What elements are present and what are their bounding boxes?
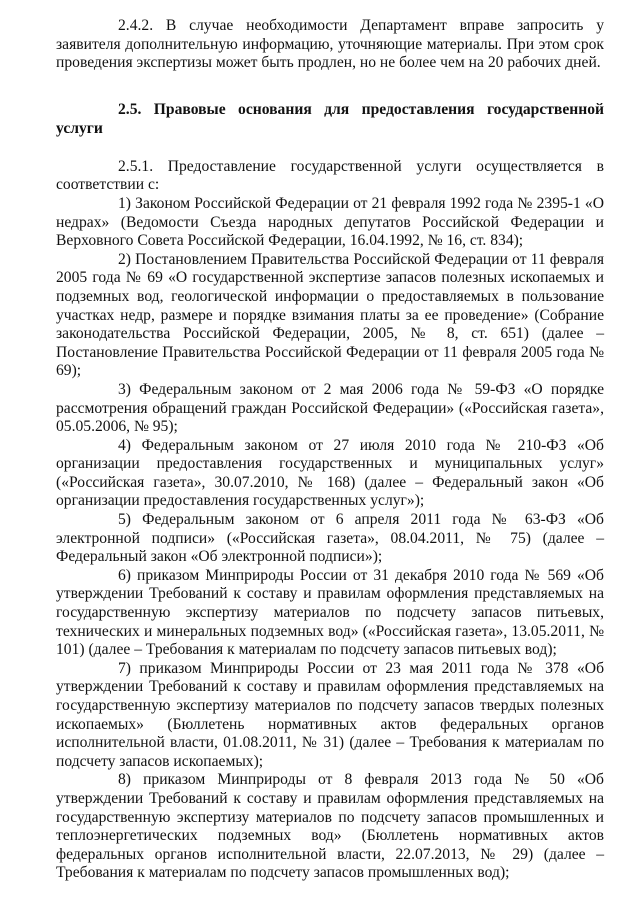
- section-heading-2-5: 2.5. Правовые основания для предоставления государственной услуги: [56, 100, 604, 137]
- list-item: 7) приказом Минприроды России от 23 мая 2011 года № 378 «Об утверждении Требований к составу и правилам оформления представляемых на государственную экспертизу материалов по подсчету запасов твердых полезных ископаемых» (Бюллетень нормативных актов федеральных органов исполнительной власти, 01.08.2011, № 31) (далее – Требования к материалам по подсчету запасов ископаемых);: [56, 659, 604, 770]
- list-item: 6) приказом Минприроды России от 31 декабря 2010 года № 569 «Об утверждении Требований к составу и правилам оформления представляемых на государственную экспертизу материалов по подсчету запасов питьевых, технических и минеральных подземных вод» («Российская газета», 13.05.2011, № 101) (далее – Требования к материалам по подсчету запасов питьевых вод);: [56, 566, 604, 659]
- paragraph-2-5-1: 2.5.1. Предоставление государственной услуги осуществляется в соответствии с:: [56, 157, 604, 194]
- list-item: 4) Федеральным законом от 27 июля 2010 года № 210-ФЗ «Об организации предоставления государственных и муниципальных услуг» («Российская газета», 30.07.2010, № 168) (далее – Федеральный закон «Об организации предоставления государственных услуг»);: [56, 436, 604, 510]
- list-item: 1) Законом Российской Федерации от 21 февраля 1992 года № 2395-1 «О недрах» (Ведомости Съезда народных депутатов Российской Федерации и Верховного Совета Российской Федерации, 16.04.1992, № 16, ст. 834);: [56, 194, 604, 250]
- list-item: 8) приказом Минприроды от 8 февраля 2013 года № 50 «Об утверждении Требований к составу и правилам оформления представляемых на государственную экспертизу материалов по подсчету запасов промышленных и теплоэнергетических подземных вод» (Бюллетень нормативных актов федеральных органов исполнительной власти, 22.07.2013, № 29) (далее – Требования к материалам по подсчету запасов промышленных вод);: [56, 771, 604, 882]
- list-item: 3) Федеральным законом от 2 мая 2006 года № 59-ФЗ «О порядке рассмотрения обращений граждан Российской Федерации» («Российская газета», 05.05.2006, № 95);: [56, 380, 604, 436]
- paragraph-2-4-2: 2.4.2. В случае необходимости Департамент вправе запросить у заявителя дополнительную информацию, уточняющие материалы. При этом срок проведения экспертизы может быть продлен, но не более чем на 20 рабочих дней.: [56, 17, 604, 72]
- document-page: [56, 17, 604, 883]
- list-item: 2) Постановлением Правительства Российской Федерации от 11 февраля 2005 года № 69 «О государственной экспертизе запасов полезных ископаемых и подземных вод, геологической информации о предоставляемых в пользование участках недр, размере и порядке взимания платы за ее проведение» (Собрание законодательства Российской Федерации, 2005, № 8, ст. 651) (далее – Постановление Правительства Российской Федерации от 11 февраля 2005 года № 69);: [56, 250, 604, 380]
- list-item: 5) Федеральным законом от 6 апреля 2011 года № 63-ФЗ «Об электронной подписи» («Российская газета», 08.04.2011, № 75) (далее – Федеральный закон «Об электронной подписи»);: [56, 511, 604, 566]
- legal-basis-list: [56, 195, 604, 883]
